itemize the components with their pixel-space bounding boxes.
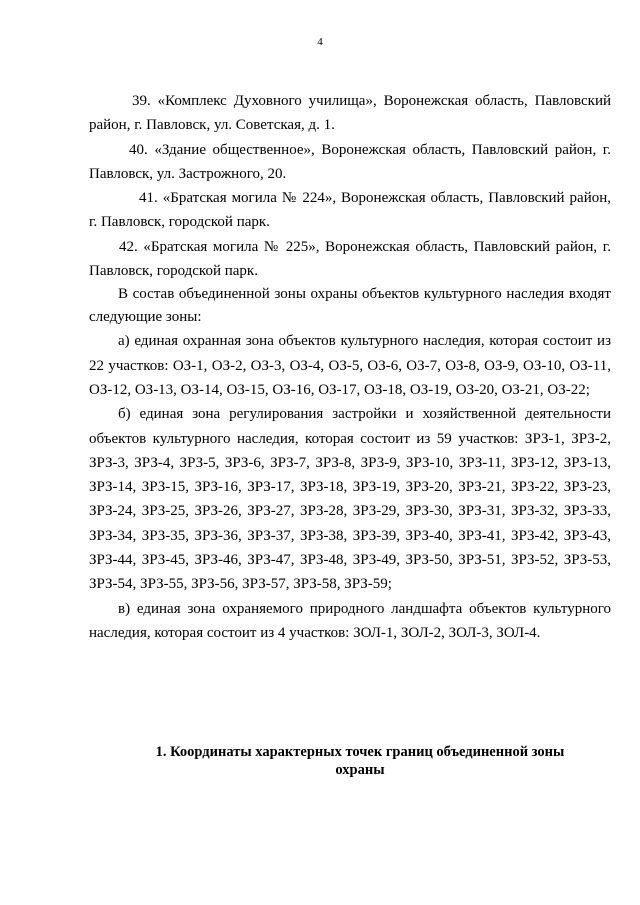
zone-item-b: б) единая зона регулирования застройки и хозяйственной деятельности объектов культурного наследия, которая состоит из 59 участков: ЗРЗ-1, ЗРЗ-2, ЗРЗ-3, ЗРЗ-4, ЗРЗ-5, ЗРЗ-6, ЗРЗ-7, ЗРЗ-8, ЗРЗ-9, ЗРЗ-10, ЗРЗ-11, ЗРЗ-12, ЗРЗ-13, ЗРЗ-14, ЗРЗ-15, ЗРЗ-16, ЗРЗ-17, ЗРЗ-18, ЗРЗ-19, ЗРЗ-20, ЗРЗ-21, ЗРЗ-22, ЗРЗ-23, ЗРЗ-24, ЗРЗ-25, ЗРЗ-26, ЗРЗ-27, ЗРЗ-28, ЗРЗ-29, ЗРЗ-30, ЗРЗ-31, ЗРЗ-32, ЗРЗ-33, ЗРЗ-34, ЗРЗ-35, ЗРЗ-36, ЗРЗ-37, ЗРЗ-38, ЗРЗ-39, ЗРЗ-40, ЗРЗ-41, ЗРЗ-42, ЗРЗ-43, ЗРЗ-44, ЗРЗ-45, ЗРЗ-46, ЗРЗ-47, ЗРЗ-48, ЗРЗ-49, ЗРЗ-50, ЗРЗ-51, ЗРЗ-52, ЗРЗ-53, ЗРЗ-54, ЗРЗ-55, ЗРЗ-56, ЗРЗ-57, ЗРЗ-58, ЗРЗ-59; — [89, 406, 611, 593]
document-body — [89, 89, 611, 645]
object-item-42: 42. «Братская могила № 225», Воронежская область, Павловский район, г. Павловск, городской парк. — [89, 238, 611, 280]
zone-item-a: а) единая охранная зона объектов культурного наследия, которая состоит из 22 участков: ОЗ-1, ОЗ-2, ОЗ-3, ОЗ-4, ОЗ-5, ОЗ-6, ОЗ-7, ОЗ-8, ОЗ-9, ОЗ-10, ОЗ-11, ОЗ-12, ОЗ-13, ОЗ-14, ОЗ-15, ОЗ-16, ОЗ-17, ОЗ-18, ОЗ-19, ОЗ-20, ОЗ-21, ОЗ-22; — [89, 333, 611, 398]
zone-item-c: в) единая зона охраняемого природного ландшафта объектов культурного наследия, которая состоит из 4 участков: ЗОЛ-1, ЗОЛ-2, ЗОЛ-3, ЗОЛ-4. — [89, 600, 611, 641]
object-item-40: 40. «Здание общественное», Воронежская область, Павловский район, г. Павловск, ул. Застрожного, 20. — [89, 141, 611, 182]
page-number: 4 — [317, 36, 323, 48]
object-item-41: 41. «Братская могила № 224», Воронежская область, Павловский район, г. Павловск, городской парк. — [89, 190, 611, 231]
section-heading: 1. Координаты характерных точек границ объединенной зоны охраны — [155, 744, 565, 778]
object-item-39: 39. «Комплекс Духовного училища», Воронежская область, Павловский район, г. Павловск, ул. Советская, д. 1. — [89, 93, 611, 134]
zones-intro-paragraph: В состав объединенной зоны охраны объектов культурного наследия входят следующие зоны: — [89, 286, 611, 326]
